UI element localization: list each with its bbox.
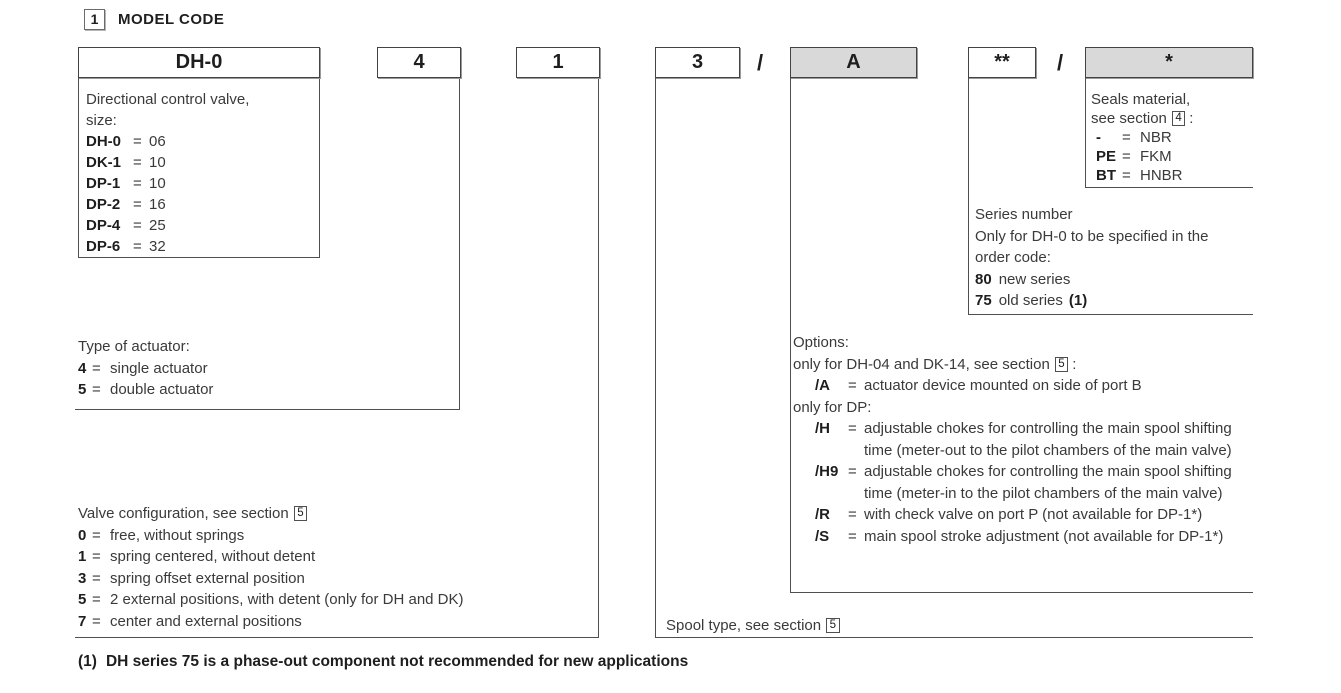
footnote (78, 653, 688, 671)
section-ref-4-icon: 4 (1172, 111, 1185, 126)
seals-title-line1: Seals material, (1091, 91, 1191, 108)
section-ref-5-icon: 5 (294, 506, 307, 521)
equals-sign: = (92, 526, 101, 544)
size-entry-value: 16 (149, 196, 166, 213)
colon: : (1189, 110, 1194, 127)
options-condition-1-text: only for DH-04 and DK-14, see section (793, 355, 1050, 373)
options-entry (815, 418, 1263, 461)
footnote-marker: (1) (78, 653, 97, 670)
valve-config-entry (78, 611, 598, 633)
valve-config-entry (78, 568, 598, 590)
series-entry-key: 80 (975, 270, 992, 288)
equals-sign: = (1122, 148, 1131, 165)
size-intro-line2: size: (86, 112, 117, 129)
size-section (86, 89, 314, 257)
size-entry (86, 194, 314, 215)
page-title: MODEL CODE (118, 11, 225, 28)
series-section (975, 204, 1247, 312)
option-value: adjustable chokes for controlling the main spool shifting time (meter-in to the pilot chambers of the main valve) (864, 463, 1232, 502)
options-entry (815, 375, 1263, 397)
options-condition-1 (793, 354, 1263, 376)
valve-config-entry (78, 546, 598, 568)
size-entry (86, 236, 314, 257)
seals-entry (1091, 128, 1249, 147)
valve-config-title (78, 503, 598, 525)
series-entry-value: old series (998, 292, 1063, 309)
option-key: /S (815, 527, 830, 545)
size-entry (86, 215, 314, 236)
spool-type-section (666, 615, 843, 637)
series-line2: Only for DH-0 to be specified in the (975, 227, 1209, 245)
actuator-entry-value: double actuator (110, 381, 214, 398)
size-entry-key: DP-1 (86, 175, 121, 192)
seals-entry (1091, 147, 1249, 166)
equals-sign: = (92, 591, 101, 608)
actuator-entry (78, 379, 448, 401)
actuator-entry-key: 5 (78, 381, 87, 398)
valve-entry-key: 5 (78, 591, 87, 608)
valve-entry-value: spring offset external position (110, 569, 305, 587)
size-entry-value: 10 (149, 154, 166, 171)
options-entry (815, 526, 1263, 548)
seals-entry-key: - (1096, 129, 1101, 146)
option-value: with check valve on port P (not available for DP-1*) (864, 506, 1203, 523)
code-box-config: 1 (516, 47, 600, 78)
seals-entry-value: FKM (1140, 148, 1172, 165)
section-ref-5-icon: 5 (1055, 357, 1068, 372)
valve-entry-value: spring centered, without detent (110, 548, 316, 565)
size-entry (86, 173, 314, 194)
valve-config-entry (78, 525, 598, 547)
series-line3: order code: (975, 249, 1051, 266)
series-entry (975, 269, 1247, 291)
valve-entry-key: 7 (78, 612, 87, 630)
spool-type-label (666, 615, 843, 637)
valve-entry-value: free, without springs (110, 526, 245, 544)
equals-sign: = (1122, 129, 1131, 146)
actuator-entry-value: single actuator (110, 359, 208, 377)
valve-entry-key: 1 (78, 548, 87, 565)
equals-sign: = (133, 154, 142, 171)
equals-sign: = (133, 238, 142, 255)
colon: : (1072, 355, 1077, 373)
valve-entry-value: 2 external positions, with detent (only for DH and DK) (110, 591, 464, 608)
actuator-section (78, 336, 448, 401)
spool-type-text: Spool type, see section (666, 617, 822, 634)
options-entry (815, 504, 1263, 526)
actuator-entry-key: 4 (78, 359, 87, 377)
equals-sign: = (133, 196, 142, 213)
seals-entry-key: PE (1096, 148, 1117, 165)
size-entry (86, 152, 314, 173)
valve-config-entry (78, 589, 598, 611)
equals-sign: = (848, 377, 857, 394)
size-entry-key: DP-6 (86, 238, 121, 255)
code-box-model: DH-0 (78, 47, 320, 78)
actuator-title: Type of actuator: (78, 338, 190, 355)
option-value: actuator device mounted on side of port B (864, 377, 1142, 394)
seals-entry-value: HNBR (1140, 167, 1183, 184)
series-entry-value: new series (998, 270, 1071, 288)
equals-sign: = (848, 420, 857, 437)
valve-entry-key: 0 (78, 526, 87, 544)
section-ref-5-icon: 5 (826, 618, 839, 633)
equals-sign: = (133, 175, 142, 192)
seals-entry-value: NBR (1140, 129, 1172, 146)
seals-entry (1091, 166, 1249, 185)
code-box-spool: 3 (655, 47, 740, 78)
valve-config-title-text: Valve configuration, see section (78, 505, 289, 522)
size-entry-value: 10 (149, 175, 166, 192)
footnote-text: DH series 75 is a phase-out component not recommended for new applications (105, 653, 689, 670)
equals-sign: = (133, 217, 142, 234)
valve-config-section (78, 503, 598, 632)
code-box-series: ** (968, 47, 1036, 78)
option-key: /H (815, 420, 830, 437)
equals-sign: = (92, 548, 101, 565)
equals-sign: = (848, 463, 857, 480)
options-condition-2: only for DP: (793, 398, 872, 416)
seals-section (1091, 90, 1249, 185)
seals-see-section-text: see section (1091, 110, 1167, 127)
code-box-options: A (790, 47, 917, 78)
equals-sign: = (1122, 167, 1131, 184)
seals-entry-key: BT (1096, 167, 1116, 184)
code-box-seals: * (1085, 47, 1253, 78)
seals-title-line2 (1091, 109, 1249, 128)
equals-sign: = (92, 612, 101, 630)
size-intro-line1: Directional control valve, (86, 91, 250, 108)
size-entry-value: 06 (149, 133, 166, 150)
equals-sign: = (848, 527, 857, 545)
actuator-entry (78, 358, 448, 380)
slash-separator: / (1056, 49, 1064, 75)
options-title: Options: (793, 334, 849, 351)
valve-entry-value: center and external positions (110, 612, 302, 630)
series-title: Series number (975, 206, 1073, 223)
option-key: /H9 (815, 463, 839, 480)
series-entry (975, 290, 1247, 312)
series-entry-note: (1) (1068, 292, 1088, 309)
option-value: main spool stroke adjustment (not available for DP-1*) (864, 527, 1224, 545)
equals-sign: = (92, 569, 101, 587)
size-entry-key: DP-2 (86, 196, 121, 213)
size-entry (86, 131, 314, 152)
section-number-box: 1 (84, 9, 105, 30)
equals-sign: = (848, 506, 857, 523)
options-entry (815, 461, 1263, 504)
equals-sign: = (133, 133, 142, 150)
size-entry-value: 32 (149, 238, 166, 255)
size-entry-key: DH-0 (86, 133, 122, 150)
size-entry-key: DK-1 (86, 154, 122, 171)
size-entry-value: 25 (149, 217, 166, 234)
options-section (793, 332, 1263, 547)
slash-separator: / (756, 49, 764, 75)
option-value: adjustable chokes for controlling the main spool shifting time (meter-out to the pilot chambers of the main valve) (864, 420, 1232, 459)
equals-sign: = (92, 359, 101, 377)
code-box-actuator: 4 (377, 47, 461, 78)
series-entry-key: 75 (975, 292, 992, 309)
equals-sign: = (92, 381, 101, 398)
option-key: /A (815, 377, 830, 394)
size-entry-key: DP-4 (86, 217, 121, 234)
option-key: /R (815, 506, 830, 523)
valve-entry-key: 3 (78, 569, 87, 587)
